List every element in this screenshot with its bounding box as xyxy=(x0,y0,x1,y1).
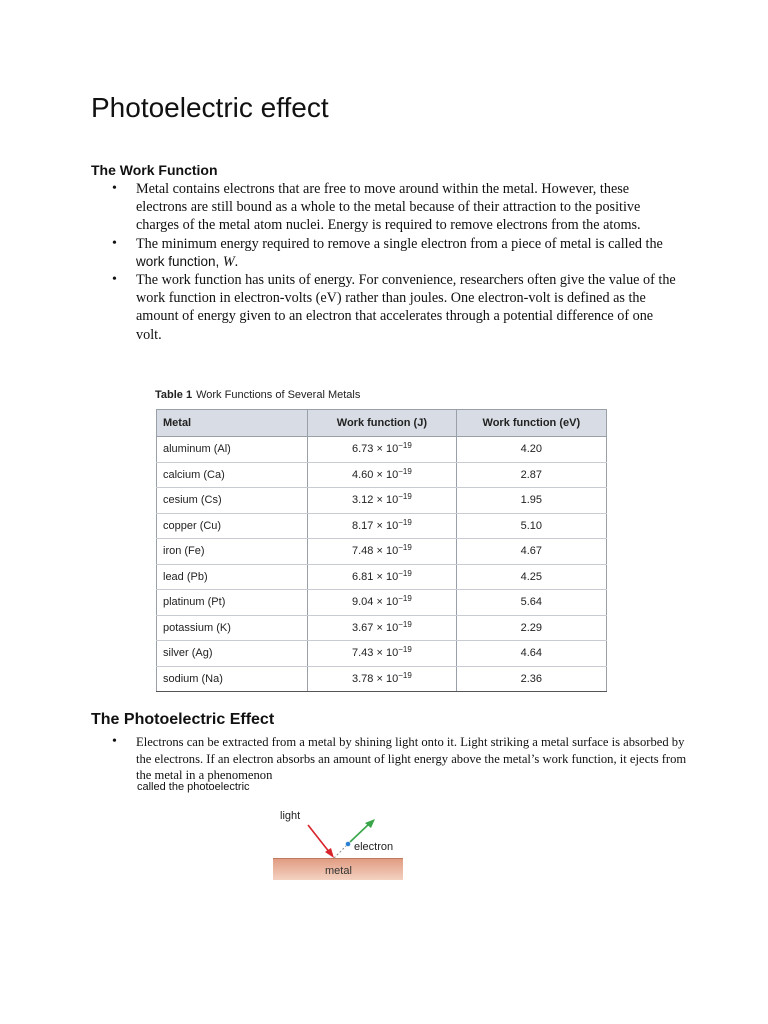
light-arrow xyxy=(308,825,330,853)
work-function-j-cell xyxy=(308,513,457,539)
table-row xyxy=(157,513,607,539)
page-title: Photoelectric effect xyxy=(91,92,329,123)
times-sign: × xyxy=(376,545,383,558)
mantissa: 3.67 xyxy=(351,621,374,634)
work-function-j-cell xyxy=(308,539,457,565)
work-function-j-cell xyxy=(308,564,457,590)
electron-dot xyxy=(346,842,351,847)
work-function-ev-cell: 4.67 xyxy=(456,539,606,565)
times-sign: × xyxy=(376,672,383,685)
table-row xyxy=(157,462,607,488)
light-label: light xyxy=(280,810,301,822)
power-base: 10 xyxy=(385,519,399,532)
work-function-ev-cell: 1.95 xyxy=(456,488,606,514)
metal-cell: calcium (Ca) xyxy=(157,462,308,488)
power-base: 10 xyxy=(385,672,399,685)
times-sign: × xyxy=(376,443,383,456)
table-caption-label: Table 1 xyxy=(155,389,193,401)
table-caption xyxy=(155,389,360,401)
power-base: 10 xyxy=(385,545,399,558)
exponent: −19 xyxy=(398,466,412,476)
work-function-j-cell xyxy=(308,590,457,616)
power-base: 10 xyxy=(385,647,399,660)
bullet-text: Metal contains electrons that are free to move around within the metal. However, these electrons are still bound as a whole to the metal because of their attraction to the positive charges of the metal atom nuclei. Energy is required to remove electrons from the atoms. xyxy=(136,181,641,234)
list-item xyxy=(110,235,676,271)
work-function-j-cell xyxy=(308,666,457,692)
exponent: −19 xyxy=(398,645,412,655)
metal-cell: cesium (Cs) xyxy=(157,488,308,514)
metal-cell: sodium (Na) xyxy=(157,666,308,692)
mantissa: 7.43 xyxy=(351,647,374,660)
mantissa: 7.48 xyxy=(351,545,374,558)
list-item xyxy=(110,271,676,344)
bullet-text: Electrons can be extracted from a metal by shining light onto it. Light striking a metal surface is absorbed by the electrons. If an electron absorbs an amount of light energy above the metal’s work function, it ejects from the metal in a phenomenon xyxy=(136,735,687,782)
times-sign: × xyxy=(376,621,383,634)
bullet-text: The minimum energy required to remove a single electron from a piece of metal is called the xyxy=(136,235,663,252)
electron-arrow xyxy=(350,823,370,842)
power-base: 10 xyxy=(385,570,399,583)
exponent: −19 xyxy=(398,543,412,553)
table-row xyxy=(157,539,607,565)
work-function-ev-cell: 4.25 xyxy=(456,564,606,590)
metal-cell: platinum (Pt) xyxy=(157,590,308,616)
header-metal: Metal xyxy=(157,410,308,437)
power-base: 10 xyxy=(385,468,399,481)
metal-cell: silver (Ag) xyxy=(157,641,308,667)
metal-cell: copper (Cu) xyxy=(157,513,308,539)
work-function-term: work function, xyxy=(136,253,220,269)
metal-cell: iron (Fe) xyxy=(157,539,308,565)
table-row xyxy=(157,488,607,514)
times-sign: × xyxy=(376,468,383,481)
work-function-ev-cell: 2.87 xyxy=(456,462,606,488)
section-heading-work-function: The Work Function xyxy=(91,162,218,178)
mantissa: 3.12 xyxy=(351,494,374,507)
mantissa: 8.17 xyxy=(351,519,374,532)
work-function-j-cell xyxy=(308,462,457,488)
header-work-function-ev: Work function (eV) xyxy=(456,410,606,437)
electron-label: electron xyxy=(354,841,394,853)
work-function-j-cell xyxy=(308,437,457,463)
power-base: 10 xyxy=(385,494,399,507)
mantissa: 6.73 xyxy=(351,443,374,456)
section-heading-photoelectric-effect: The Photoelectric Effect xyxy=(91,711,275,728)
work-function-bullet-list xyxy=(110,180,676,344)
work-function-ev-cell: 2.29 xyxy=(456,615,606,641)
list-item xyxy=(110,734,690,784)
electron-path-dashed xyxy=(334,846,346,858)
bullet-text: The work function has units of energy. For convenience, researchers often give the value of the work function in electron-volts (eV) rather than joules. One electron-volt is defined as the amount of energy given to an electron that accelerates through a potential difference of one volt. xyxy=(136,272,676,343)
exponent: −19 xyxy=(398,619,412,629)
mantissa: 6.81 xyxy=(351,570,374,583)
continuation-text: called the photoelectric xyxy=(137,781,250,793)
metal-cell: aluminum (Al) xyxy=(157,437,308,463)
exponent: −19 xyxy=(398,594,412,604)
work-function-j-cell xyxy=(308,488,457,514)
mantissa: 9.04 xyxy=(351,596,374,609)
power-base: 10 xyxy=(385,443,399,456)
exponent: −19 xyxy=(398,517,412,527)
mantissa: 3.78 xyxy=(351,672,374,685)
work-function-table xyxy=(156,409,607,692)
table-row xyxy=(157,590,607,616)
power-base: 10 xyxy=(385,621,399,634)
bullet-end: . xyxy=(234,253,239,270)
work-function-ev-cell: 5.64 xyxy=(456,590,606,616)
header-work-function-j: Work function (J) xyxy=(308,410,457,437)
work-function-ev-cell: 2.36 xyxy=(456,666,606,692)
times-sign: × xyxy=(376,519,383,532)
table-row xyxy=(157,641,607,667)
mantissa: 4.60 xyxy=(351,468,374,481)
work-function-ev-cell: 4.20 xyxy=(456,437,606,463)
times-sign: × xyxy=(376,596,383,609)
work-function-j-cell xyxy=(308,641,457,667)
work-function-symbol: W xyxy=(222,253,235,270)
table-body xyxy=(157,437,607,692)
table-caption-text: Work Functions of Several Metals xyxy=(196,389,361,401)
photoelectric-bullet-list xyxy=(110,734,690,784)
photoelectric-diagram xyxy=(270,806,410,886)
metal-cell: lead (Pb) xyxy=(157,564,308,590)
times-sign: × xyxy=(376,647,383,660)
table-header-row xyxy=(157,410,607,437)
metal-label: metal xyxy=(325,865,352,877)
times-sign: × xyxy=(376,570,383,583)
work-function-ev-cell: 5.10 xyxy=(456,513,606,539)
table-row xyxy=(157,666,607,692)
table-row xyxy=(157,615,607,641)
table-row xyxy=(157,564,607,590)
work-function-ev-cell: 4.64 xyxy=(456,641,606,667)
exponent: −19 xyxy=(398,441,412,451)
power-base: 10 xyxy=(385,596,399,609)
list-item xyxy=(110,180,676,235)
exponent: −19 xyxy=(398,670,412,680)
exponent: −19 xyxy=(398,492,412,502)
table-row xyxy=(157,437,607,463)
work-function-j-cell xyxy=(308,615,457,641)
metal-cell: potassium (K) xyxy=(157,615,308,641)
times-sign: × xyxy=(376,494,383,507)
exponent: −19 xyxy=(398,568,412,578)
